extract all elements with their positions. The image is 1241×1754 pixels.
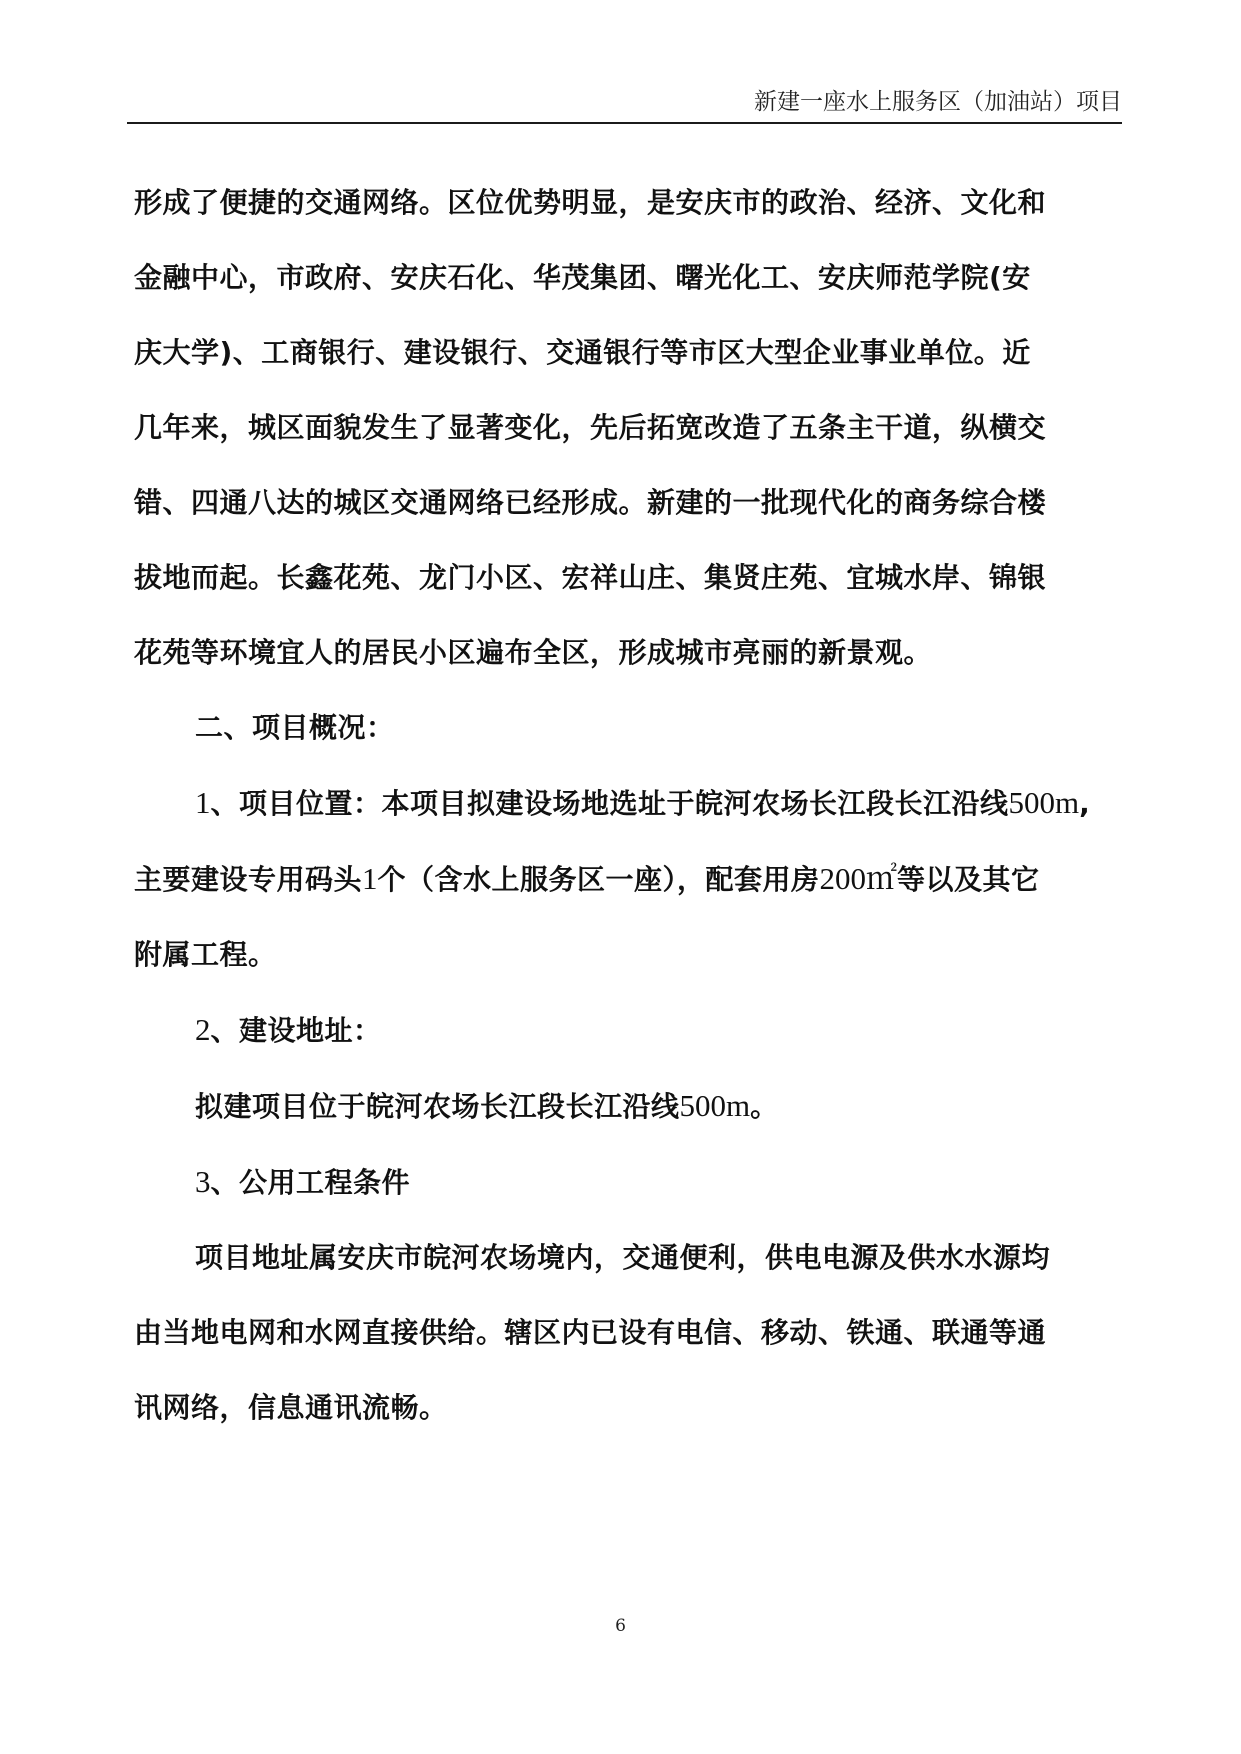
item3-line: 讯网络，信息通讯流畅。 [134, 1391, 448, 1424]
item2-number: 2 [195, 1012, 211, 1047]
section-heading: 二、项目概况： [195, 711, 395, 744]
item3-heading-text: 、公用工程条件 [210, 1166, 411, 1199]
item3-number: 3 [195, 1164, 211, 1199]
header-title: 新建一座水上服务区（加油站）项目 [754, 89, 1122, 115]
document-body [134, 165, 1121, 1445]
paragraph-line: 错、四通八达的城区交通网络已经形成。新建的一批现代化的商务综合楼 [134, 486, 1047, 519]
paragraph-line: 形成了便捷的交通网络。区位优势明显，是安庆市的政治、经济、文化和 [134, 186, 1047, 219]
page-header [127, 82, 1122, 124]
item1-line2-text-a: 主要建设专用码头 [134, 863, 363, 896]
item2-heading-text: 、建设地址： [210, 1014, 382, 1047]
item1-line1 [134, 765, 1121, 841]
item2-line-end: 。 [750, 1090, 779, 1123]
item2-heading [134, 992, 1121, 1068]
page-number: 6 [615, 1616, 626, 1636]
item1-line2 [134, 841, 1121, 917]
paragraph-line: 几年来，城区面貌发生了显著变化，先后拓宽改造了五条主干道，纵横交 [134, 411, 1047, 444]
item2-distance-value: 500m [679, 1088, 751, 1123]
paragraph-line: 花苑等环境宜人的居民小区遍布全区，形成城市亮丽的新景观。 [134, 636, 933, 669]
item2-line [134, 1068, 1121, 1144]
item1-dock-count: 1 [362, 861, 378, 896]
paragraph-line: 庆大学)、工商银行、建设银行、交通银行等市区大型企业事业单位。近 [134, 336, 1031, 369]
item1-distance-value: 500m [1008, 785, 1080, 820]
item1-line1-end: , [1079, 787, 1091, 820]
paragraph-line: 金融中心，市政府、安庆石化、华茂集团、曙光化工、安庆师范学院(安 [134, 261, 1031, 294]
item1-area-value: 200㎡ [819, 861, 898, 896]
item2-line-text: 拟建项目位于皖河农场长江段长江沿线 [195, 1090, 680, 1123]
item1-line2-text-c: 等以及其它 [897, 863, 1040, 896]
paragraph-line: 拔地而起。长鑫花苑、龙门小区、宏祥山庄、集贤庄苑、宜城水岸、锦银 [134, 561, 1047, 594]
item3-line: 项目地址属安庆市皖河农场境内，交通便利，供电电源及供水水源均 [195, 1241, 1051, 1274]
item1-line1-text: 、项目位置：本项目拟建设场地选址于皖河农场长江段长江沿线 [210, 787, 1009, 820]
item1-line2-text-b: 个（含水上服务区一座），配套用房 [377, 863, 820, 896]
item3-heading [134, 1144, 1121, 1220]
item1-line3: 附属工程。 [134, 938, 277, 971]
item3-line: 由当地电网和水网直接供给。辖区内已设有电信、移动、铁通、联通等通 [134, 1316, 1047, 1349]
item1-number: 1 [195, 785, 211, 820]
